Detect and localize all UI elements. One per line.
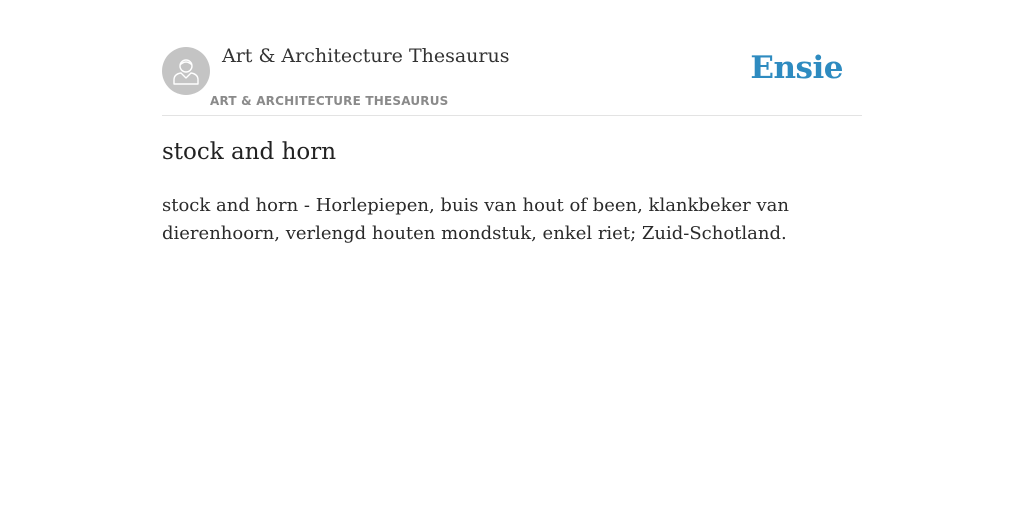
content-container <box>162 0 862 244</box>
entry-title: stock and horn <box>162 139 337 165</box>
header <box>162 0 862 116</box>
ensie-logo-link[interactable]: Ensie <box>750 50 843 86</box>
author-name-link[interactable]: Art & Architecture Thesaurus <box>222 45 510 67</box>
person-outline-icon <box>171 56 201 86</box>
author-subtitle: ART & ARCHITECTURE THESAURUS <box>210 94 449 108</box>
user-avatar-icon[interactable] <box>162 47 210 95</box>
entry-definition: stock and horn - Horlepiepen, buis van hout of been, klankbeker van dierenhoorn, verlengd houten mondstuk, enkel riet; Zuid-Schotland. <box>162 195 789 244</box>
